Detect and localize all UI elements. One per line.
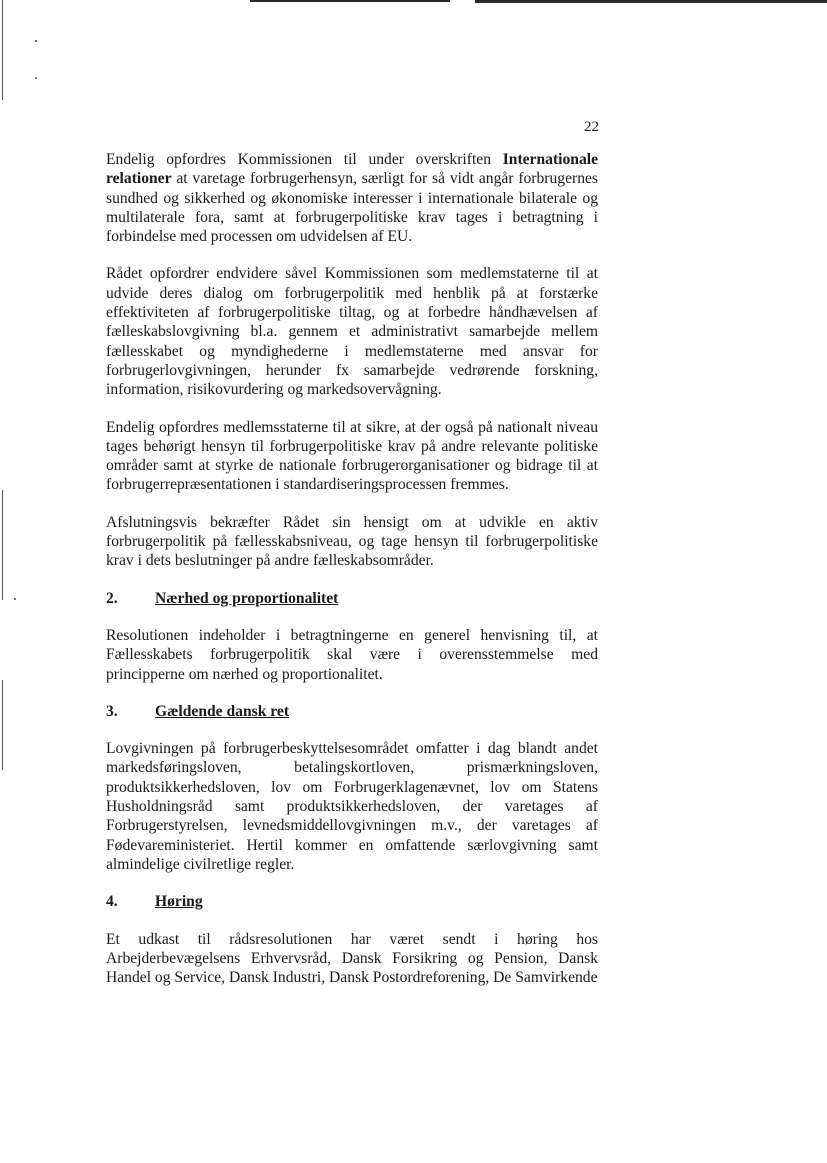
scan-edge-left bbox=[2, 0, 3, 100]
section-3-text: Lovgivningen på forbrugerbeskyttelsesområdet omfatter i dag blandt andet markedsføringsloven, betalingskortloven, prismærkningsloven, produktsikkerhedsloven, lov om Forbrugerklagenævnet, lov om Statens Husholdningsråd samt produktsikkerhedsloven, der varetages af Forbrugerstyrelsen, levnedsmiddellovgivningen m.v., der varetages af Fødevareministeriet. Hertil kommer en omfattende særlovgivning samt almindelige civilretlige regler. bbox=[106, 740, 598, 873]
paragraph-text: Endelig opfordres Kommissionen til under overskriften bbox=[106, 151, 503, 168]
section-title: Høring bbox=[155, 893, 203, 911]
paragraph-text: at varetage forbrugerhensyn, særligt for så vidt angår forbrugernes sundhed og sikkerhed og økonomiske interesser i internationale bilaterale og multilaterale fora, samt at forbrugerpolitiske krav tages i betragtning i forbindelse med processen om udvidelsen af EU. bbox=[106, 170, 598, 246]
section-number: 3. bbox=[106, 702, 118, 720]
scan-edge-left bbox=[2, 680, 3, 770]
scan-speck bbox=[35, 77, 37, 79]
paragraph-international-relations bbox=[106, 150, 598, 246]
paragraph-conclusion: Afslutningsvis bekræfter Rådet sin hensigt om at udvikle en aktiv forbrugerpolitik på fællesskabsniveau, og tage hensyn til forbrugerpolitiske krav i dets beslutninger på andre fælleskabsområder. bbox=[106, 513, 598, 570]
section-title: Gældende dansk ret bbox=[155, 702, 290, 720]
scan-edge-left bbox=[2, 490, 3, 600]
paragraph-member-states: Endelig opfordres medlemsstaterne til at sikre, at der også på nationalt niveau tages behørigt hensyn til forbrugerpolitiske krav på andre relevante politiske områder samt at styrke de nationale forbrugerorganisationer og bidrage til at forbrugerrepræsentationen i standardiseringsprocessen fremmes. bbox=[106, 418, 598, 494]
section-heading-3 bbox=[106, 702, 598, 721]
bold-term: Internationale relationer bbox=[106, 151, 598, 188]
section-title: Nærhed og proportionalitet bbox=[155, 589, 339, 607]
section-number: 4. bbox=[106, 893, 118, 911]
page-number: 22 bbox=[584, 119, 599, 135]
section-2-text: Resolutionen indeholder i betragtningerne en generel henvisning til, at Fællesskabets forbrugerpolitik skal være i overensstemmelse med principperne om nærhed og proportionalitet. bbox=[106, 626, 598, 683]
section-heading-2 bbox=[106, 589, 598, 608]
document-body bbox=[106, 150, 598, 1005]
section-4-text: Et udkast til rådsresolutionen har været sendt i høring hos Arbejderbevægelsens Erhvervsråd, Dansk Forsikring og Pension, Dansk Handel og Service, Dansk Industri, Dansk Postordreforening, De Samvirkende bbox=[106, 930, 598, 987]
scan-edge-top bbox=[250, 0, 450, 2]
scan-speck bbox=[14, 598, 16, 600]
section-heading-4 bbox=[106, 892, 598, 911]
section-number: 2. bbox=[106, 589, 118, 607]
paragraph-dialog: Rådet opfordrer endvidere såvel Kommissionen som medlemstaterne til at udvide deres dialog om forbrugerpolitik med henblik på at forstærke effektiviteten af forbrugerpolitiske tiltag, og at forbedre håndhævelsen af fælleskabslovgivning bl.a. gennem et administrativt samarbejde mellem fællesskabet og myndighederne i medlemstaterne med ansvar for forbrugerlovgivningen, herunder fx samarbejde vedrørende forskning, information, risikovurdering og markedsovervågning. bbox=[106, 265, 598, 399]
scan-edge-top bbox=[475, 0, 827, 3]
scan-speck bbox=[35, 40, 37, 42]
